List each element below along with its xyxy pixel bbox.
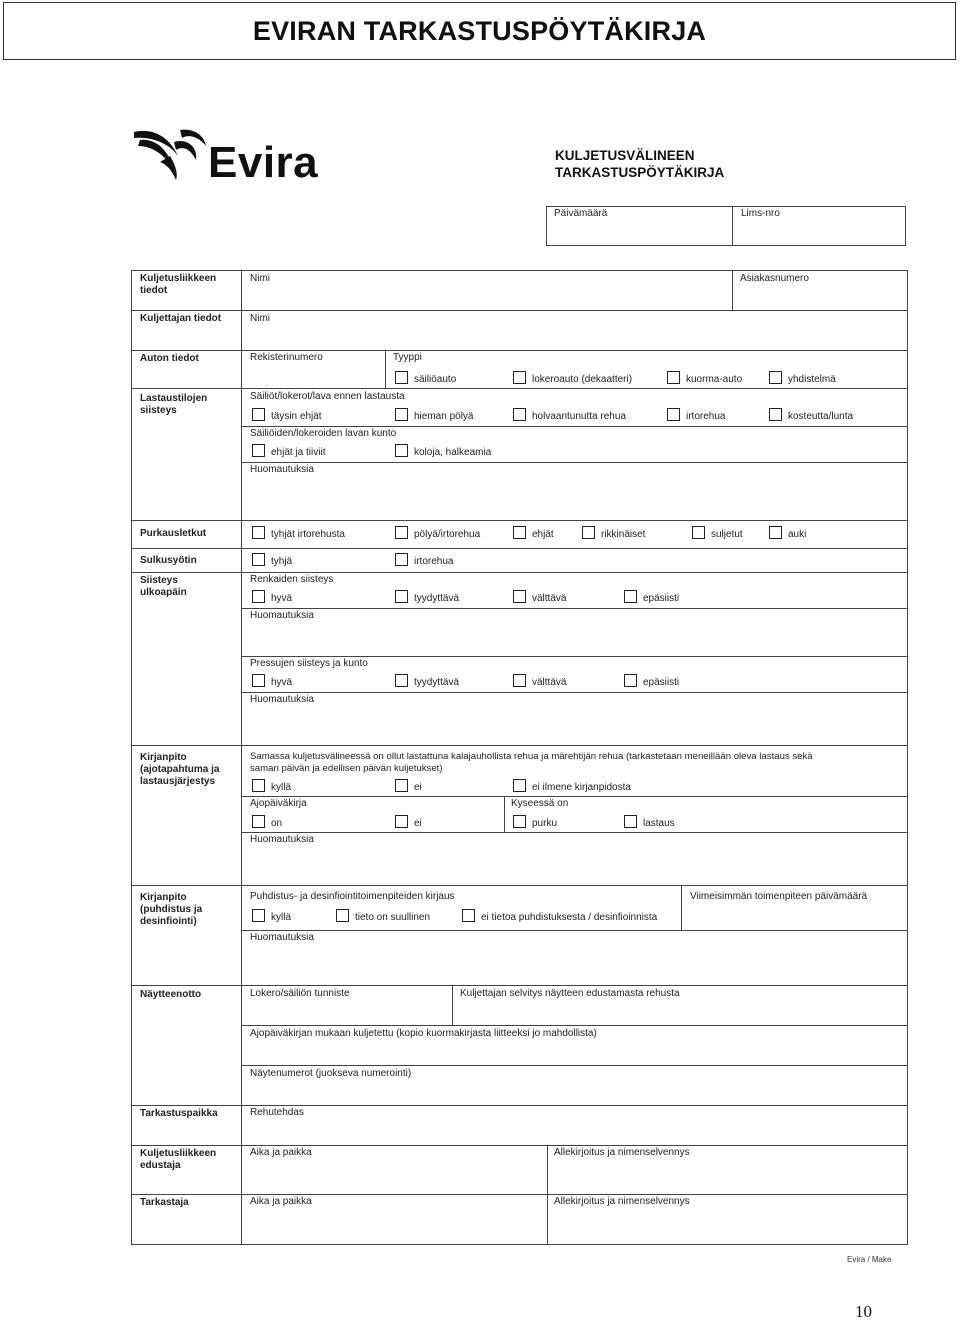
checkbox-auki[interactable]	[769, 526, 782, 539]
option-label: irtorehua	[414, 556, 454, 567]
section-label-auto: Auton tiedot	[140, 353, 199, 364]
label-line: siisteys	[140, 405, 177, 416]
checkbox-pressut-tyydyttava[interactable]	[395, 674, 408, 687]
label-line: Lastaustilojen	[140, 393, 208, 404]
question-label: saman päivän ja edellisen päivän kuljetukset)	[250, 763, 443, 774]
label-line: ulkoapäin	[140, 587, 187, 598]
label-line: tiedot	[140, 285, 168, 296]
registration-field[interactable]: Rekisterinumero	[250, 352, 323, 363]
checkbox-kosteutta[interactable]	[769, 408, 782, 421]
vehicle-type-label: Tyyppi	[393, 352, 422, 363]
remarks-field[interactable]: Huomautuksia	[250, 464, 314, 475]
question-label: Ajopäiväkirja	[250, 798, 307, 809]
inspector-time-place-field[interactable]: Aika ja paikka	[250, 1196, 312, 1207]
option-label: lastaus	[643, 818, 675, 829]
page-title: EVIRAN TARKASTUSPÖYTÄKIRJA	[252, 15, 707, 46]
option-label: tyhjä	[271, 556, 293, 567]
checkbox-tyhja[interactable]	[252, 553, 265, 566]
label-line: (ajotapahtuma ja	[140, 764, 220, 775]
logbook-field[interactable]: Ajopäiväkirjan mukaan kuljetettu (kopio kuormakirjasta liitteeksi jo mahdollista)	[250, 1028, 597, 1039]
option-label: ehjät	[532, 529, 554, 540]
checkbox-purku[interactable]	[513, 815, 526, 828]
evira-logo-text: Evira	[208, 138, 319, 187]
option-label: ehjät ja tiiviit	[271, 447, 326, 458]
option-label: kyllä	[271, 912, 292, 923]
checkbox-tyhjat-irtorehusta[interactable]	[252, 526, 265, 539]
checkbox-renkaat-valttava[interactable]	[513, 590, 526, 603]
page-number: 10	[855, 1302, 872, 1321]
label-line: edustaja	[140, 1160, 181, 1171]
option-label: tyydyttävä	[414, 593, 460, 604]
checkbox-puhdistus-kylla[interactable]	[252, 909, 265, 922]
section-label-tarkastaja: Tarkastaja	[140, 1197, 189, 1208]
evira-logo-icon	[130, 126, 208, 182]
checkbox-kuorma-auto[interactable]	[667, 371, 680, 384]
checkbox-suljetut[interactable]	[692, 526, 705, 539]
inspector-signature-field[interactable]: Allekirjoitus ja nimenselvennys	[554, 1196, 690, 1207]
option-label: yhdistelmä	[788, 374, 836, 385]
section-label-siisteys	[140, 575, 187, 599]
last-action-date-field[interactable]: Viimeisimmän toimenpiteen päivämäärä	[690, 891, 868, 902]
checkbox-polya-irtorehua[interactable]	[395, 526, 408, 539]
checkbox-pressut-epasiisti[interactable]	[624, 674, 637, 687]
checkbox-renkaat-tyydyttava[interactable]	[395, 590, 408, 603]
question-label: Säiliöiden/lokeroiden lavan kunto	[250, 428, 397, 439]
option-label: kosteutta/lunta	[788, 411, 854, 422]
option-label: hyvä	[271, 593, 293, 604]
checkbox-hieman-polya[interactable]	[395, 408, 408, 421]
section-label-lastaustilat	[140, 393, 207, 417]
checkbox-holvaantunutta[interactable]	[513, 408, 526, 421]
option-label: pölyä/irtorehua	[414, 529, 481, 540]
checkbox-lastaus[interactable]	[624, 815, 637, 828]
container-id-field[interactable]: Lokero/säiliön tunniste	[250, 988, 350, 999]
remarks-field[interactable]: Huomautuksia	[250, 694, 314, 705]
header-box	[3, 2, 956, 60]
form-title-line1: KULJETUSVÄLINEEN	[555, 148, 695, 163]
option-label: kuorma-auto	[686, 374, 743, 385]
form-title	[555, 147, 724, 181]
option-label: on	[271, 818, 283, 829]
checkbox-ajopaivakirja-ei[interactable]	[395, 815, 408, 828]
option-label: hieman pölyä	[414, 411, 474, 422]
option-label: koloja, halkeamia	[414, 447, 492, 458]
option-label: purku	[532, 818, 558, 829]
option-label: irtorehua	[686, 411, 726, 422]
form-title-line2: TARKASTUSPÖYTÄKIRJA	[555, 165, 725, 180]
label-line: Kirjanpito	[140, 892, 187, 903]
option-label: epäsiisti	[643, 677, 680, 688]
option-label: auki	[788, 529, 807, 540]
option-label: holvaantunutta rehua	[532, 411, 626, 422]
question-label: Puhdistus- ja desinfiointitoimenpiteiden kirjaus	[250, 891, 455, 902]
option-label: kyllä	[271, 782, 292, 793]
checkbox-lokeroauto[interactable]	[513, 371, 526, 384]
rep-signature-field[interactable]: Allekirjoitus ja nimenselvennys	[554, 1147, 690, 1158]
checkbox-ei-ilmene[interactable]	[513, 779, 526, 792]
option-label: ei	[414, 782, 422, 793]
checkbox-pressut-hyva[interactable]	[252, 674, 265, 687]
option-label: välttävä	[532, 677, 567, 688]
driver-name-field[interactable]: Nimi	[250, 313, 270, 324]
remarks-field[interactable]: Huomautuksia	[250, 932, 314, 943]
checkbox-tieto-suullinen[interactable]	[336, 909, 349, 922]
question-label: Samassa kuljetusvälineessä on ollut lastattuna kalajauhollista rehua ja märehtijän rehua (tarkastetaan meneillään oleva lastaus sekä	[250, 751, 813, 762]
section-label-kirjanpito-ajo	[140, 752, 219, 788]
checkbox-kirjanpito-ei[interactable]	[395, 779, 408, 792]
option-label: ei tietoa puhdistuksesta / desinfioinnista	[481, 912, 658, 923]
question-label: Säiliöt/lokerot/lava ennen lastausta	[250, 391, 405, 402]
label-line: Kuljetusliikkeen	[140, 1148, 217, 1159]
checkbox-pressut-valttava[interactable]	[513, 674, 526, 687]
question-label: Renkaiden siisteys	[250, 574, 334, 585]
option-label: suljetut	[711, 529, 743, 540]
option-label: välttävä	[532, 593, 567, 604]
checkbox-taysin-ehjat[interactable]	[252, 408, 265, 421]
option-label: tyhjät irtorehusta	[271, 529, 345, 540]
section-label-kuljetusliike	[140, 273, 216, 297]
option-label: tieto on suullinen	[355, 912, 431, 923]
checkbox-koloja[interactable]	[395, 444, 408, 457]
label-line: lastausjärjestys	[140, 776, 216, 787]
section-label-kuljettaja: Kuljettajan tiedot	[140, 313, 222, 324]
section-label-edustaja	[140, 1148, 216, 1172]
option-label: lokeroauto (dekaatteri)	[532, 374, 633, 385]
checkbox-sailioauto[interactable]	[395, 371, 408, 384]
option-label: epäsiisti	[643, 593, 680, 604]
option-label: ei ilmene kirjanpidosta	[532, 782, 631, 793]
checkbox-rikkinaiset[interactable]	[582, 526, 595, 539]
checkbox-ei-tietoa[interactable]	[462, 909, 475, 922]
lims-field-label[interactable]: Lims-nro	[741, 208, 780, 219]
kuljetusliike-name-field[interactable]: Nimi	[250, 273, 270, 284]
question-label: Kyseessä on	[511, 798, 569, 809]
section-label-kirjanpito-puhdistus	[140, 892, 202, 928]
question-label: Pressujen siisteys ja kunto	[250, 658, 368, 669]
driver-statement-field[interactable]: Kuljettajan selvitys näytteen edustamasta rehusta	[460, 988, 680, 999]
checkbox-renkaat-hyva[interactable]	[252, 590, 265, 603]
label-line: Kirjanpito	[140, 752, 187, 763]
customer-number-field[interactable]: Asiakasnumero	[740, 273, 809, 284]
checkbox-irtorehua-sulku[interactable]	[395, 553, 408, 566]
checkbox-kirjanpito-kylla[interactable]	[252, 779, 265, 792]
label-line: Kuljetusliikkeen	[140, 273, 217, 284]
footer-note: Evira / Make	[847, 1255, 892, 1264]
sample-numbers-field[interactable]: Näytenumerot (juokseva numerointi)	[250, 1068, 412, 1079]
remarks-field[interactable]: Huomautuksia	[250, 610, 314, 621]
option-label: tyydyttävä	[414, 677, 460, 688]
option-label: hyvä	[271, 677, 293, 688]
label-line: Siisteys	[140, 575, 178, 586]
remarks-field[interactable]: Huomautuksia	[250, 834, 314, 845]
checkbox-irtorehua[interactable]	[667, 408, 680, 421]
section-label-tarkastuspaikka: Tarkastuspaikka	[140, 1108, 218, 1119]
checkbox-ehjat-tiiviit[interactable]	[252, 444, 265, 457]
option-label: säiliöauto	[414, 374, 457, 385]
section-label-naytteenotto: Näytteenotto	[140, 989, 202, 1000]
label-line: (puhdistus ja	[140, 904, 203, 915]
option-label: rikkinäiset	[601, 529, 646, 540]
checkbox-ehjat[interactable]	[513, 526, 526, 539]
rep-time-place-field[interactable]: Aika ja paikka	[250, 1147, 312, 1158]
inspection-place-value[interactable]: Rehutehdas	[250, 1107, 304, 1118]
date-field-label[interactable]: Päivämäärä	[554, 208, 608, 219]
section-label-sulkusyotin: Sulkusyötin	[140, 555, 197, 566]
checkbox-renkaat-epasiisti[interactable]	[624, 590, 637, 603]
option-label: ei	[414, 818, 422, 829]
checkbox-ajopaivakirja-on[interactable]	[252, 815, 265, 828]
section-label-purkausletkut: Purkausletkut	[140, 528, 207, 539]
label-line: desinfiointi)	[140, 916, 197, 927]
option-label: täysin ehjät	[271, 411, 322, 422]
checkbox-yhdistelma[interactable]	[769, 371, 782, 384]
